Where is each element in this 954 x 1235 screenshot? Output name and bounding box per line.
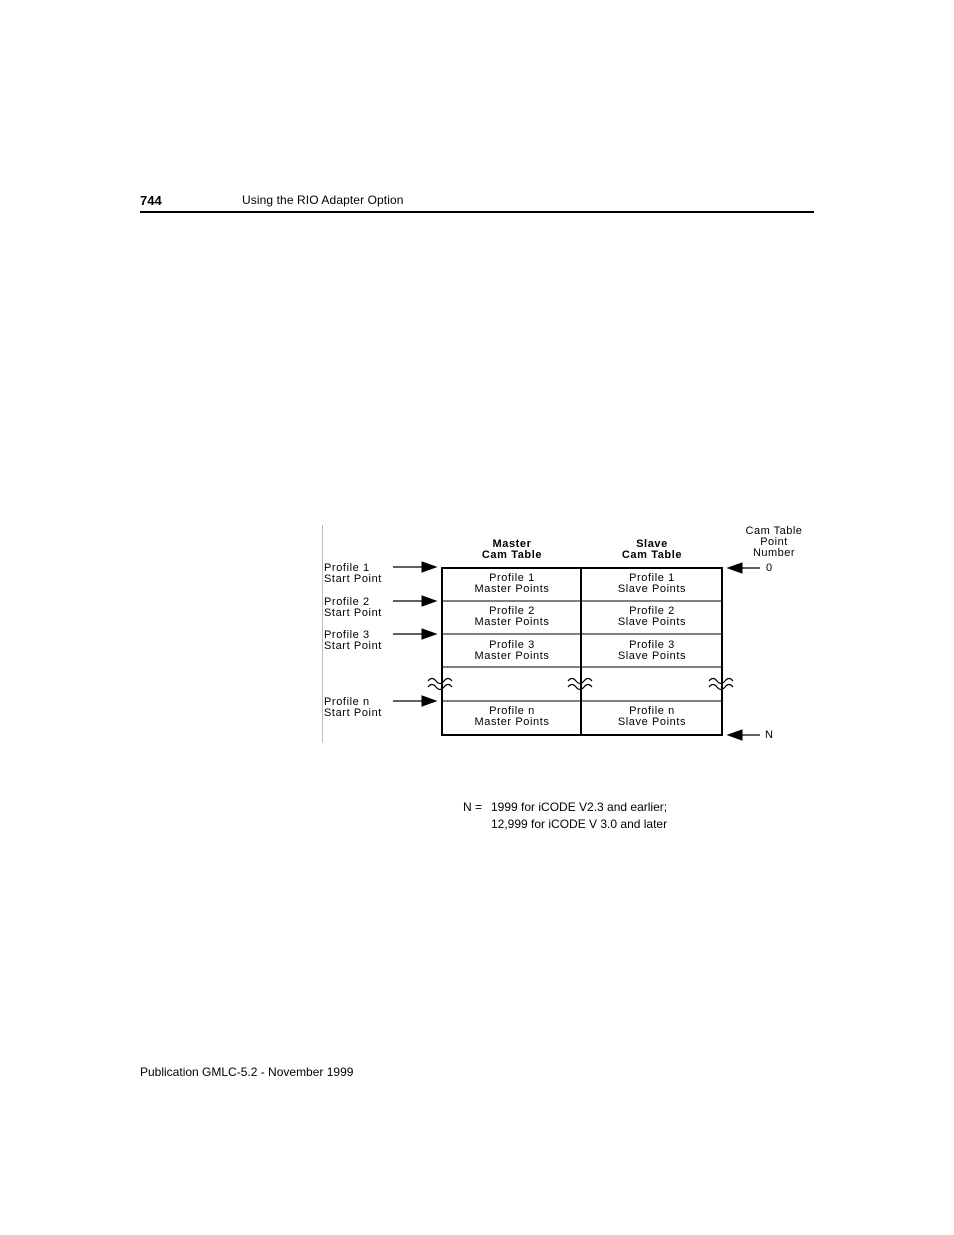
break-mark-left xyxy=(428,679,452,690)
master-cell-3-line1: Profile 3 xyxy=(489,639,535,651)
start-arrow-n xyxy=(393,696,436,706)
slave-cell-1 xyxy=(582,573,722,595)
master-cell-1 xyxy=(442,573,582,595)
slave-cell-2-line1: Profile 2 xyxy=(629,605,675,617)
master-column-heading xyxy=(442,539,582,561)
master-cell-2-line1: Profile 2 xyxy=(489,605,535,617)
publication-footer: Publication GMLC-5.2 - November 1999 xyxy=(140,1065,354,1079)
slave-cell-3-line2: Slave Points xyxy=(617,650,687,662)
row-label-1 xyxy=(324,563,382,585)
point-number-first: 0 xyxy=(766,562,773,574)
row-label-2-line1: Profile 2 xyxy=(324,596,370,608)
master-heading-line1: Master xyxy=(492,538,532,550)
master-cell-n xyxy=(442,706,582,728)
point-arrow-last xyxy=(728,730,760,740)
point-heading-line3: Number xyxy=(752,547,796,559)
page-number: 744 xyxy=(140,193,162,208)
slave-cell-3-line1: Profile 3 xyxy=(629,639,675,651)
slave-heading-line1: Slave xyxy=(636,538,668,550)
row-label-n-line1: Profile n xyxy=(324,696,370,708)
slave-cell-n-line1: Profile n xyxy=(629,705,675,717)
master-cell-n-line1: Profile n xyxy=(489,705,535,717)
point-number-heading xyxy=(730,526,818,559)
slave-heading-line2: Cam Table xyxy=(621,549,683,561)
slave-cell-n xyxy=(582,706,722,728)
running-title: Using the RIO Adapter Option xyxy=(242,193,404,207)
start-arrow-1 xyxy=(393,562,436,572)
master-cell-1-line1: Profile 1 xyxy=(489,572,535,584)
row-label-2-line2: Start Point xyxy=(324,607,382,619)
row-label-3-line2: Start Point xyxy=(324,640,382,652)
start-arrow-3 xyxy=(393,629,436,639)
point-heading-line2: Point xyxy=(760,536,788,548)
slave-cell-3 xyxy=(582,640,722,662)
master-cell-2-line2: Master Points xyxy=(474,616,550,628)
row-label-1-line2: Start Point xyxy=(324,573,382,585)
master-heading-line2: Cam Table xyxy=(481,549,543,561)
note-line-1: 1999 for iCODE V2.3 and earlier; xyxy=(491,800,668,814)
master-cell-3-line2: Master Points xyxy=(474,650,550,662)
slave-cell-1-line2: Slave Points xyxy=(617,583,687,595)
point-arrow-first xyxy=(728,563,760,573)
slave-cell-2-line2: Slave Points xyxy=(617,616,687,628)
row-label-3 xyxy=(324,630,382,652)
point-heading-line1: Cam Table xyxy=(745,525,803,537)
slave-column-heading xyxy=(582,539,722,561)
row-label-n xyxy=(324,697,382,719)
row-label-2 xyxy=(324,597,382,619)
slave-cell-1-line1: Profile 1 xyxy=(629,572,675,584)
start-arrow-2 xyxy=(393,596,436,606)
note-line-2: 12,999 for iCODE V 3.0 and later xyxy=(491,817,668,831)
slave-cell-n-line2: Slave Points xyxy=(617,716,687,728)
note-key: N = xyxy=(463,800,483,814)
row-label-1-line1: Profile 1 xyxy=(324,562,370,574)
row-label-n-line2: Start Point xyxy=(324,707,382,719)
point-number-last: N xyxy=(765,729,774,741)
row-label-3-line1: Profile 3 xyxy=(324,629,370,641)
master-cell-3 xyxy=(442,640,582,662)
master-cell-n-line2: Master Points xyxy=(474,716,550,728)
master-cell-2 xyxy=(442,606,582,628)
master-cell-1-line2: Master Points xyxy=(474,583,550,595)
slave-cell-2 xyxy=(582,606,722,628)
